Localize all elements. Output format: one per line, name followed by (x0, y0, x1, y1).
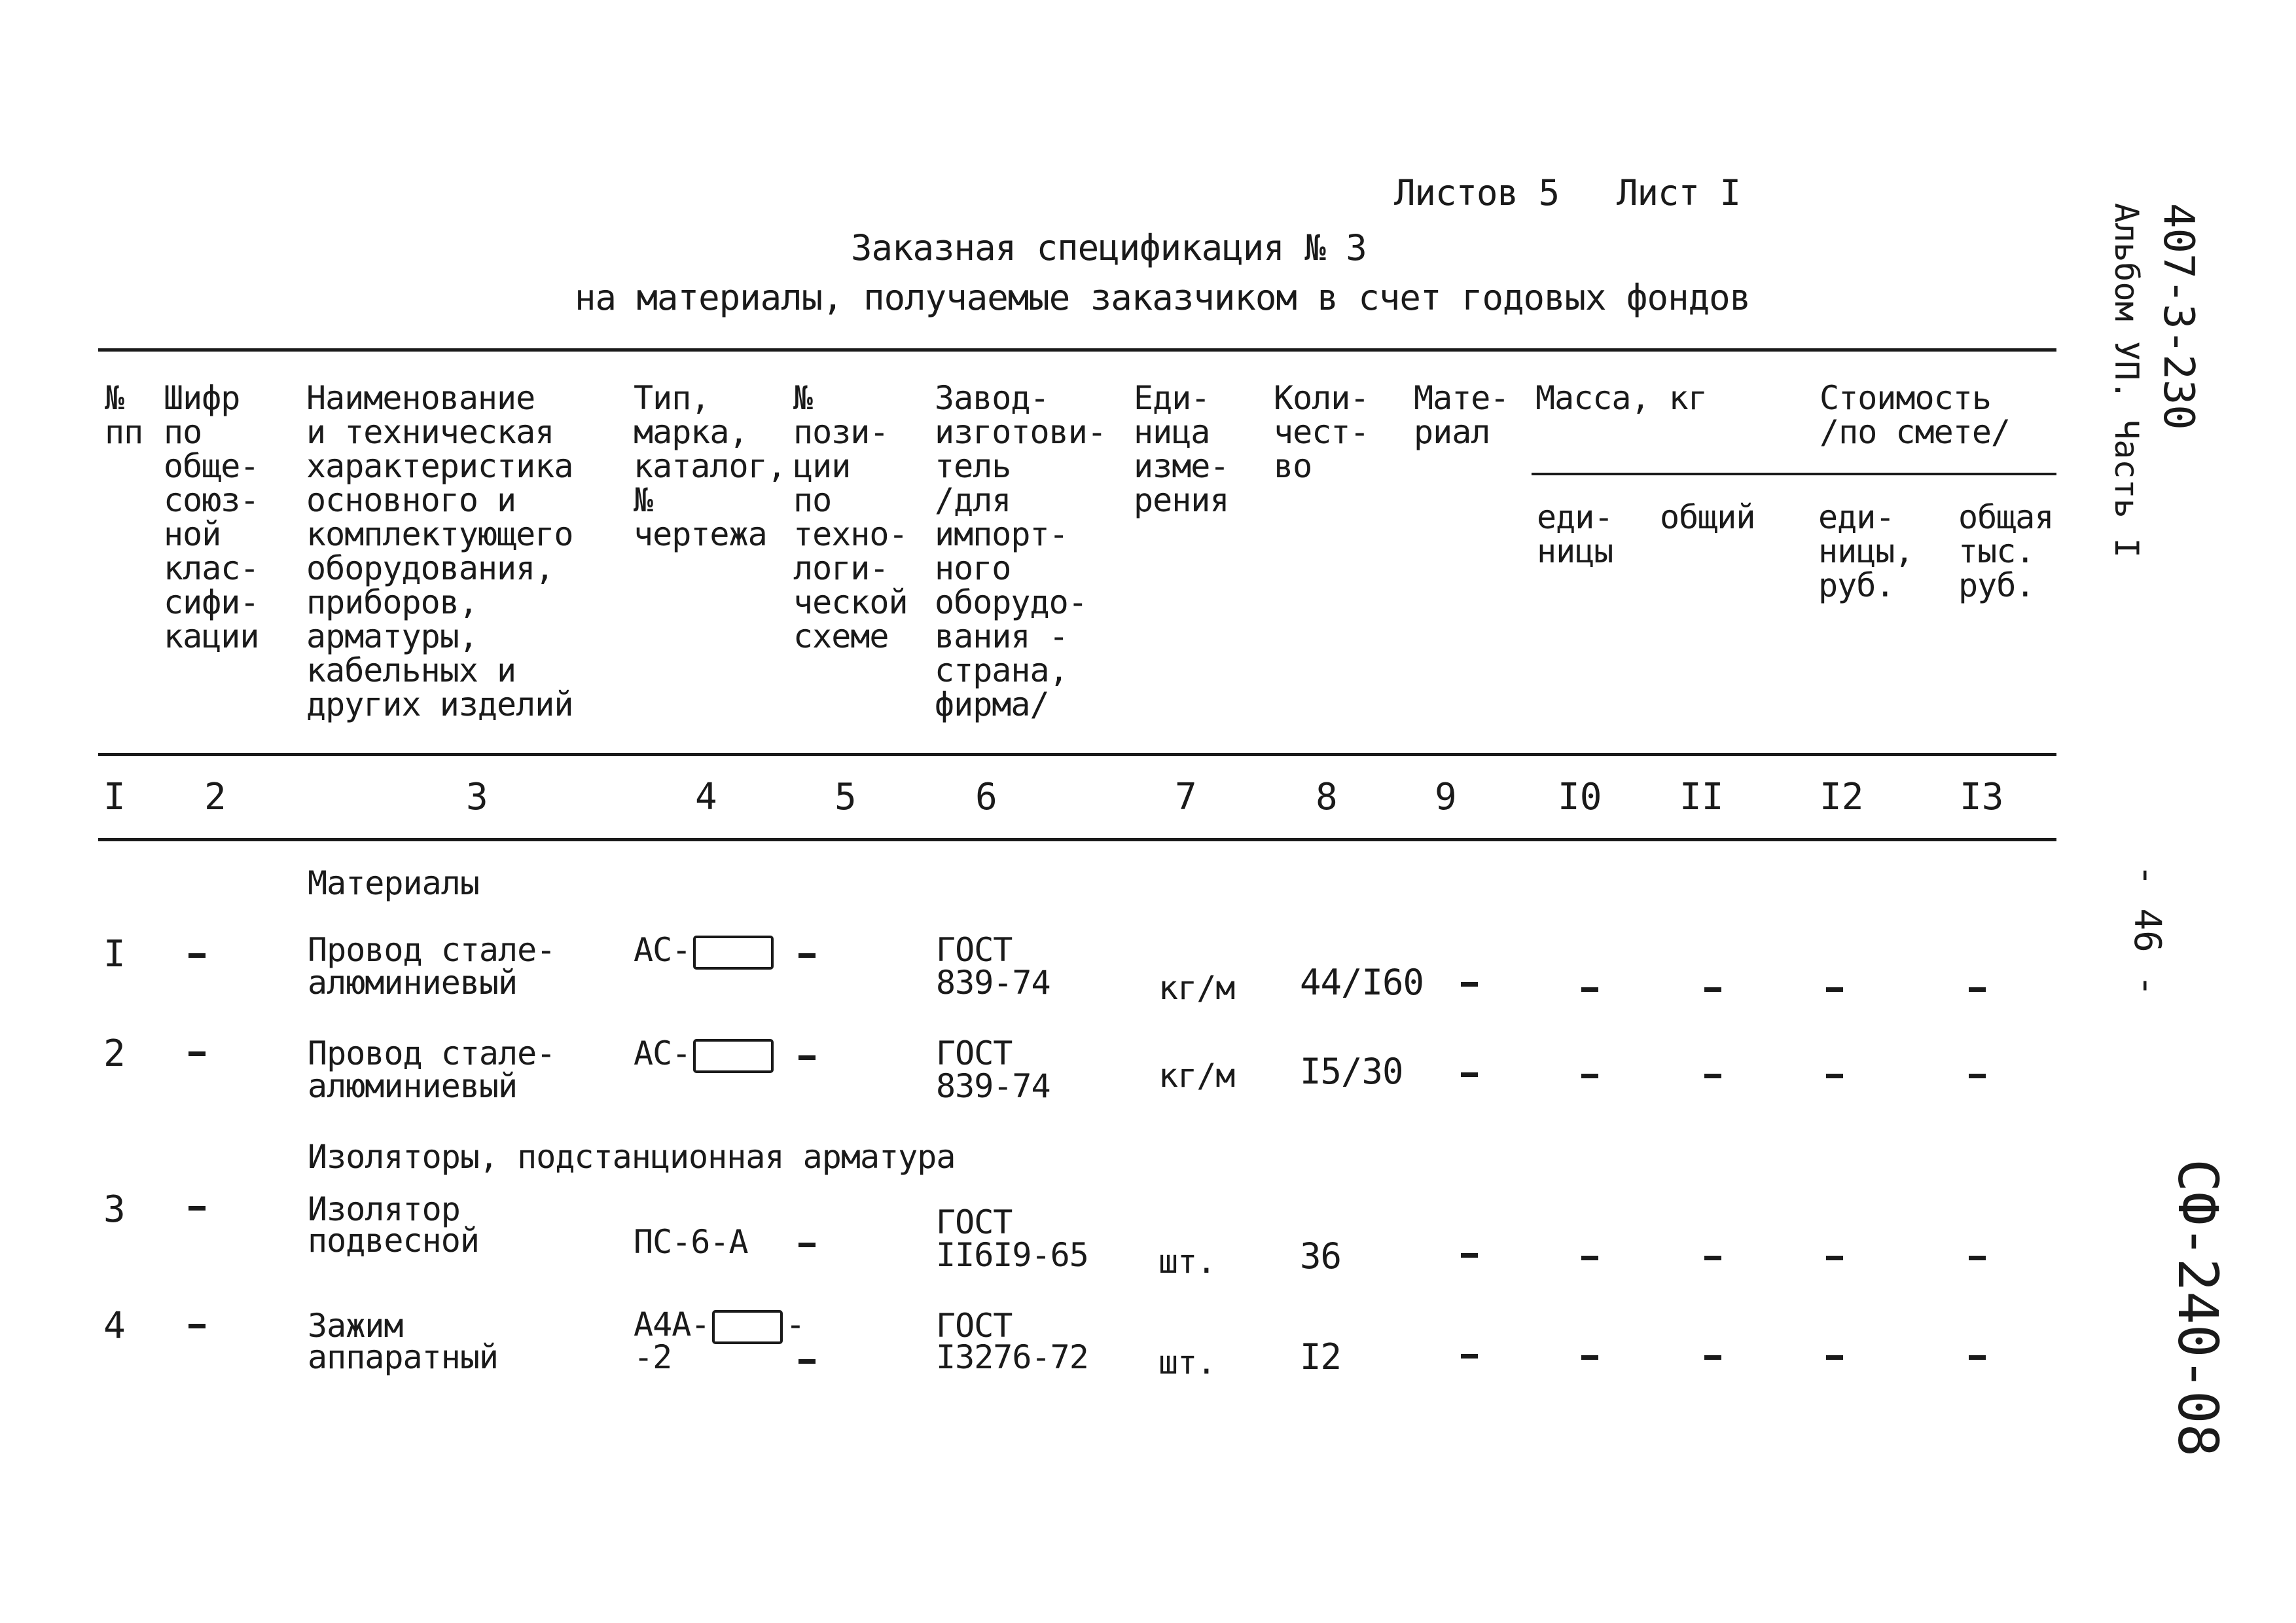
col-header-9: Мате- риал (1414, 379, 1509, 451)
item-name-cont: алюминиевый (308, 964, 518, 1002)
col-number: 6 (975, 776, 997, 818)
item-name: Зажим (308, 1307, 403, 1345)
dash (1581, 987, 1598, 992)
col-number: I2 (1820, 776, 1864, 818)
blank-box (693, 936, 774, 970)
dash (1704, 1355, 1721, 1360)
col-number: 8 (1316, 776, 1338, 818)
item-quantity: I5/30 (1300, 1051, 1403, 1092)
item-quantity: 44/I60 (1300, 962, 1424, 1003)
reference-code: СФ-240-08 (2166, 1159, 2230, 1457)
dash (188, 1051, 206, 1056)
col-header-2: Шифр по обще- союз- ной клас- сифи- кации (164, 379, 259, 655)
sheets-count: Листов 5 (1394, 172, 1560, 213)
dash (1461, 1253, 1478, 1258)
col-number: 4 (695, 776, 717, 818)
col-header-mass-total: общий (1660, 498, 1755, 536)
mass-cost-subrule (1532, 473, 2056, 475)
item-standard-number: 839-74 (936, 964, 1050, 1002)
col-header-6: Завод- изготови- тель /для импорт- ного оборудо- вания - страна, фирма/ (935, 379, 1106, 723)
blank-box (693, 1039, 774, 1073)
item-unit: кг/м (1158, 1057, 1235, 1095)
item-standard: ГОСТ (936, 1034, 1013, 1072)
doc-title: Заказная спецификация № 3 (851, 227, 1367, 268)
section-insulators: Изоляторы, подстанционная арматура (308, 1138, 956, 1176)
col-header-mass-unit: еди- ницы (1537, 498, 1613, 570)
dash (1581, 1074, 1598, 1078)
col-header-cost-unit: еди- ницы, руб. (1818, 498, 1914, 604)
page-number: - 46 - (2126, 864, 2168, 997)
col-number: 2 (204, 776, 226, 818)
blank-box (712, 1310, 783, 1344)
item-name-cont: подвесной (308, 1222, 479, 1260)
item-standard: ГОСТ (936, 1307, 1013, 1345)
col-header-8: Коли- чест- во (1274, 379, 1369, 485)
item-quantity: I2 (1300, 1336, 1342, 1377)
item-type: АС- (634, 1036, 776, 1073)
item-standard-number: I3276-72 (936, 1338, 1088, 1376)
table-top-rule (98, 348, 2056, 352)
col-header-1: № пп (105, 379, 143, 451)
col-number: I (103, 776, 126, 818)
item-type: ПС-6-А (634, 1223, 748, 1261)
item-type-cont: -2 (634, 1338, 672, 1376)
col-number: I0 (1558, 776, 1602, 818)
dash (1826, 1256, 1843, 1260)
col-header-5: № пози- ции по техно- логи- ческой схеме (793, 379, 908, 655)
dash (1581, 1256, 1598, 1260)
dash (188, 1324, 206, 1328)
album-label: Альбом УП. Часть I (2108, 203, 2145, 558)
dash (1704, 987, 1721, 992)
col-number: 9 (1435, 776, 1457, 818)
dash (1461, 982, 1478, 987)
dash (188, 1206, 206, 1211)
dash (1969, 1256, 1986, 1260)
col-header-cost-total: общая тыс. руб. (1958, 498, 2054, 604)
dash (1581, 1355, 1598, 1360)
item-name: Изолятор (308, 1190, 460, 1228)
col-number: I3 (1960, 776, 2004, 818)
dash (1969, 1074, 1986, 1078)
numbers-bottom-rule (98, 838, 2056, 841)
row-number: 3 (103, 1188, 126, 1231)
dash (798, 1243, 816, 1247)
col-header-cost: Стоимость /по смете/ (1820, 379, 2011, 451)
dash (1826, 1074, 1843, 1078)
col-number: II (1679, 776, 1724, 818)
item-name: Провод стале- (308, 931, 556, 969)
col-number: 3 (466, 776, 488, 818)
dash (1826, 987, 1843, 992)
dash (1826, 1355, 1843, 1360)
col-number: 5 (834, 776, 857, 818)
dash (798, 953, 816, 958)
item-name-cont: аппаратный (308, 1338, 499, 1376)
dash (1704, 1074, 1721, 1078)
item-type: А4А- - (634, 1305, 805, 1343)
row-number: 4 (103, 1305, 126, 1347)
row-number: 2 (103, 1032, 126, 1075)
sheet-number: Лист I (1617, 172, 1741, 213)
dash (188, 953, 206, 958)
dash (1461, 1354, 1478, 1359)
item-unit: кг/м (1158, 969, 1235, 1007)
col-header-mass: Масса, кг (1535, 379, 1707, 417)
dash (798, 1359, 816, 1364)
item-standard-number: II6I9-65 (936, 1236, 1088, 1274)
item-name-cont: алюминиевый (308, 1067, 518, 1105)
col-number: 7 (1175, 776, 1197, 818)
doc-subtitle: на материалы, получаемые заказчиком в счет годовых фондов (575, 277, 1751, 318)
dash (1704, 1256, 1721, 1260)
header-bottom-rule (98, 753, 2056, 756)
project-code: 407-3-230 (2154, 203, 2202, 430)
item-standard: ГОСТ (936, 931, 1013, 969)
item-quantity: 36 (1300, 1235, 1342, 1277)
item-unit: шт. (1158, 1243, 1216, 1281)
dash (1461, 1072, 1478, 1077)
col-header-7: Еди- ница изме- рения (1134, 379, 1229, 519)
col-header-3: Наименование и техническая характеристика основного и комплектующего оборудования, приборов, арматуры, кабельных и других изделий (306, 379, 573, 723)
item-standard: ГОСТ (936, 1203, 1013, 1241)
dash (798, 1055, 816, 1060)
section-materials: Материалы (308, 864, 479, 902)
row-number: I (103, 933, 126, 976)
item-unit: шт. (1158, 1343, 1216, 1381)
dash (1969, 987, 1986, 992)
col-header-4: Тип, марка, каталог, № чертежа (634, 379, 786, 553)
item-standard-number: 839-74 (936, 1067, 1050, 1105)
dash (1969, 1355, 1986, 1360)
item-type: АС- (634, 932, 776, 970)
item-name: Провод стале- (308, 1034, 556, 1072)
